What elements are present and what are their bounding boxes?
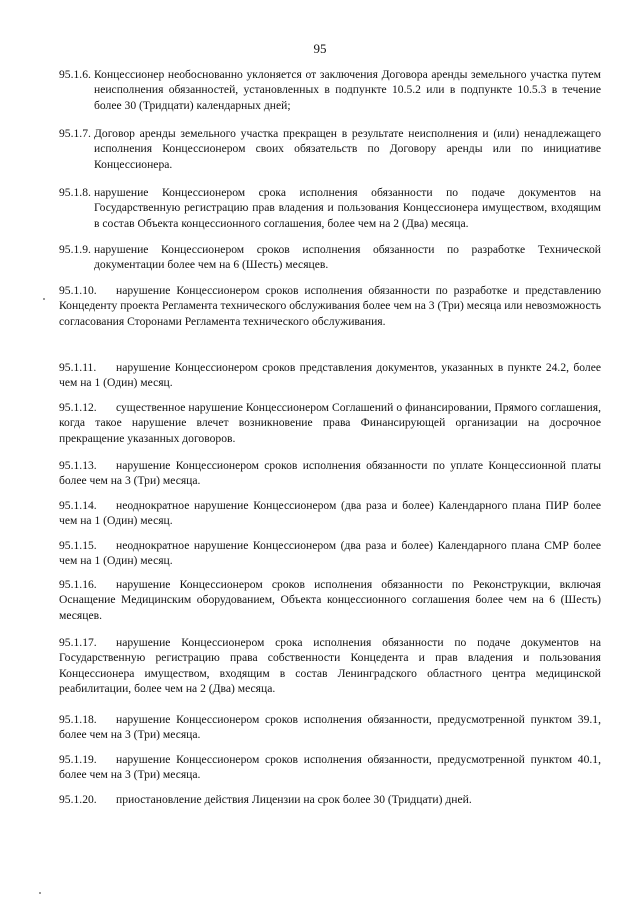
clause-text: нарушение Концессионером сроков исполнения обязанности по уплате Концессионной платы более чем на 3 (Три) месяца. (59, 459, 601, 488)
page-number: 95 (313, 41, 327, 56)
clause-95-1-16 (59, 577, 601, 623)
clause-95-1-11 (59, 360, 601, 391)
clause-text: Договор аренды земельного участка прекращен в результате неисполнения и (или) ненадлежащего исполнения Концессионером своих обязательств по Договору аренды или по инициативе Концессионера. (94, 127, 601, 171)
clause-text: неоднократное нарушение Концессионером (два раза и более) Календарного плана СМР более чем на 1 (Один) месяц. (59, 539, 601, 568)
clause-number: 95.1.16. (59, 578, 97, 591)
clause-number: 95.1.9. (59, 243, 91, 256)
clause-text: нарушение Концессионером срока исполнения обязанности по подаче документов на Государственную регистрацию права собственности Концедента и прав владения и пользования Концессионера имуществом, входящим в состав Ленинградского областного центра медицинской реабилитации, более чем на 2 (Два) месяца. (59, 636, 601, 695)
clause-number: 95.1.18. (59, 713, 97, 726)
clause-number: 95.1.12. (59, 401, 97, 414)
scan-speck (39, 892, 41, 894)
clause-text: нарушение Концессионером сроков исполнения обязанности, предусмотренной пунктом 39.1, более чем на 3 (Три) месяца. (59, 713, 601, 742)
clause-number: 95.1.7. (59, 127, 91, 140)
clause-number: 95.1.8. (59, 186, 91, 199)
clause-text: нарушение Концессионером сроков представления документов, указанных в пункте 24.2, более чем на 1 (Один) месяц. (59, 361, 601, 390)
clause-text: нарушение Концессионером срока исполнения обязанности по подаче документов на Государственную регистрацию прав владения и пользования Концессионера имуществом, входящим в состав Объекта концессионного соглашения, более чем на 2 (Два) месяца. (94, 186, 601, 230)
clause-95-1-9 (59, 242, 601, 273)
clause-95-1-19 (59, 752, 601, 783)
clause-number: 95.1.13. (59, 459, 97, 472)
clause-95-1-10 (59, 283, 601, 329)
clause-95-1-15 (59, 538, 601, 569)
clause-95-1-12 (59, 400, 601, 446)
clause-text: приостановление действия Лицензии на срок более 30 (Тридцати) дней. (116, 793, 472, 806)
scan-speck (43, 298, 45, 300)
clause-95-1-7 (59, 126, 601, 172)
clause-number: 95.1.10. (59, 284, 97, 297)
clause-95-1-20 (59, 792, 601, 807)
clause-95-1-13 (59, 458, 601, 489)
clause-95-1-8 (59, 185, 601, 231)
clause-text: нарушение Концессионером сроков исполнения обязанности, предусмотренной пунктом 40.1, более чем на 3 (Три) месяца. (59, 753, 601, 782)
clause-text: неоднократное нарушение Концессионером (два раза и более) Календарного плана ПИР более чем на 1 (Один) месяц. (59, 499, 601, 528)
clause-number: 95.1.14. (59, 499, 97, 512)
clause-95-1-6 (59, 67, 601, 113)
clause-number: 95.1.20. (59, 793, 97, 806)
clause-text: Концессионер необоснованно уклоняется от заключения Договора аренды земельного участка путем неисполнения обязанностей, установленных в подпункте 10.5.2 или в подпункте 10.5.3 в течение более 30 (Тридцати) календарных дней; (94, 68, 601, 112)
clause-text: нарушение Концессионером сроков исполнения обязанности по Реконструкции, включая Оснащение Медицинским оборудованием, Объекта концессионного соглашения более чем на 6 (Шесть) месяцев. (59, 578, 601, 622)
clause-text: существенное нарушение Концессионером Соглашений о финансировании, Прямого соглашения, когда такое нарушение влечет возникновение права Финансирующей организации на досрочное прекращение указанных договоров. (59, 401, 601, 445)
clause-95-1-17 (59, 635, 601, 696)
clause-number: 95.1.17. (59, 636, 97, 649)
clause-number: 95.1.19. (59, 753, 97, 766)
clause-text: нарушение Концессионером сроков исполнения обязанности по разработке Технической документации более чем на 6 (Шесть) месяцев. (94, 243, 601, 272)
clause-95-1-14 (59, 498, 601, 529)
clause-95-1-18 (59, 712, 601, 743)
clause-number: 95.1.11. (59, 361, 97, 374)
clause-number: 95.1.6. (59, 68, 91, 81)
clause-text: нарушение Концессионером сроков исполнения обязанности по разработке и представлению Концеденту проекта Регламента технического обслуживания более чем на 3 (Три) месяца или невозможность согласования Сторонами Регламента технического обслуживания. (59, 284, 601, 328)
clause-number: 95.1.15. (59, 539, 97, 552)
